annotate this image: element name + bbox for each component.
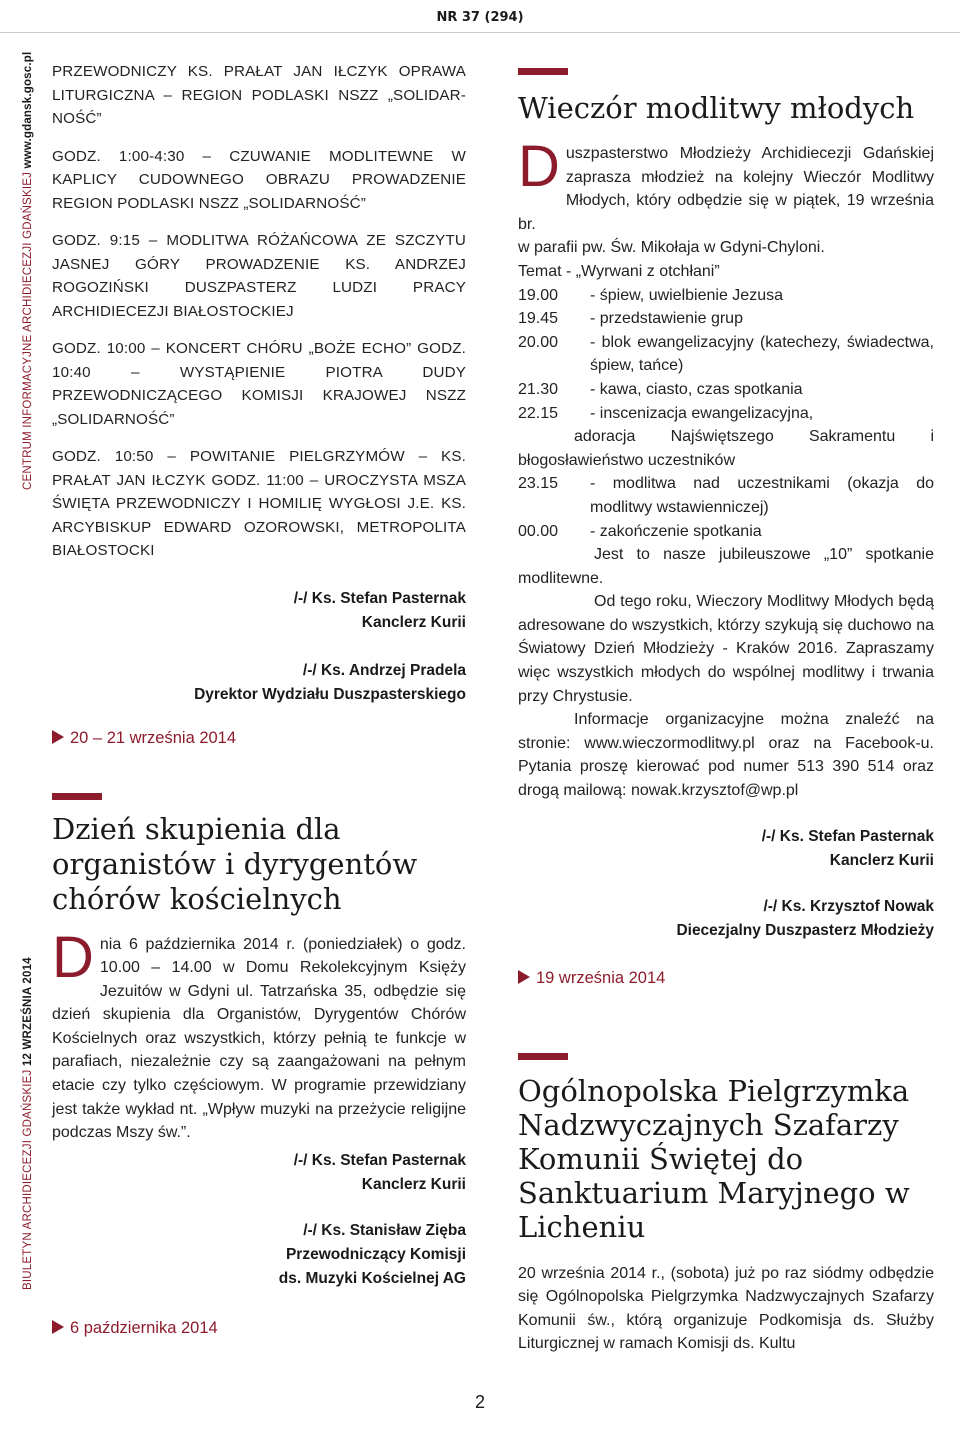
schedule-text: - zakończenie spotkania <box>590 522 762 540</box>
signature-name: /-/ Ks. Krzysztof Nowak <box>763 897 934 915</box>
publication-name: BIULETYN ARCHIDIECEZJI GDAŃSKIEJ <box>22 1069 34 1290</box>
signature-block <box>52 659 466 707</box>
article-text: nia 6 października 2014 r. (poniedziałek) o godz. <box>99 935 466 953</box>
schedule-text: - inscenizacja ewangelizacyjna, <box>590 404 814 422</box>
signature-block <box>518 895 934 943</box>
schedule-time: 21.30 <box>518 380 559 398</box>
article-title: Dzień skupienia dla organistów i dyrygentów chórów kościelnych <box>52 811 418 916</box>
drop-cap: D <box>52 924 94 990</box>
schedule-row <box>518 378 934 402</box>
page-number: 2 <box>474 1392 485 1412</box>
schedule-row <box>518 520 934 544</box>
article-title: Ogólnopolska Pielgrzymka Nadzwyczajnych Szafarzy Komunii Świętej do Sanktuarium Maryjnego w Licheniu <box>518 1073 910 1244</box>
article-intro: uszpasterstwo Młodzieży Archidiecezji Gdańskiej zaprasza młodzież na kolejny Wieczór Modlitwy Młodych, który odbędzie się w piątek, 19 września br. <box>518 145 934 233</box>
section-accent-bar <box>518 68 568 75</box>
website-url: www.gdansk.gosc.pl <box>22 51 34 169</box>
article-paragraph: Informacje organizacyjne można znaleźć na stronie: www.wieczormodlitwy.pl oraz na Facebook-u. Pytania proszę kierować pod numer 513 390 514 oraz drogą mailową: nowak.krzysztof@wp.pl <box>518 711 934 800</box>
triangle-icon <box>52 730 64 744</box>
article-paragraph: Od tego roku, Wieczory Modlitwy Młodych będą adresowane do wszystkich, którzy szykują się duchowo na Światowy Dzień Młodzieży - Kraków 2016. Zapraszamy więc wszystkich młodych do wspólnej modlitwy i trwania przy Chrystusie. <box>518 593 934 705</box>
signature-name: /-/ Ks. Stanisław Zięba <box>303 1221 466 1239</box>
triangle-icon <box>518 970 530 984</box>
program-item: GODZ. 9:15 – MODLITWA RÓŻAŃCOWA ZE SZCZYTU JASNEJ GÓRY PROWADZENIE KS. ANDRZEJ ROGOZIŃSKI DUSZPASTERZ LUDZI PRACY ARCHIDIECEZJI BIAŁOSTOCKIEJ <box>52 232 466 320</box>
signature-title: ds. Muzyki Kościelnej AG <box>278 1269 466 1287</box>
signature-name: /-/ Ks. Andrzej Pradela <box>302 661 466 679</box>
right-column <box>518 60 934 1356</box>
signature-title: Dyrektor Wydziału Duszpasterskiego <box>194 685 466 703</box>
article-title: Wieczór modlitwy młodych <box>518 91 915 125</box>
program-item: GODZ. 10:50 – POWITANIE PIELGRZYMÓW – KS. PRAŁAT JAN IŁCZYK GODZ. 11:00 – UROCZYSTA MSZA ŚWIĘTA PRZEWODNICZY I HOMILIĘ WYGŁOSI J.E. KS. ARCYBISKUP EDWARD OZOROWSKI, METROPOLITA BIAŁOSTOCKI <box>52 448 466 559</box>
program-item: GODZ. 1:00-4:30 – CZUWANIE MODLITEWNE W KAPLICY CUDOWNEGO OBRAZU PROWADZENIE REGION PODLASKI NSZZ „SOLIDARNOŚĆ” <box>52 147 466 212</box>
event-place: w parafii pw. Św. Mikołaja w Gdyni-Chyloni. <box>518 239 825 257</box>
article-body <box>518 134 934 803</box>
article-body <box>52 924 466 1145</box>
program-item: PRZEWODNICZY KS. PRAŁAT JAN IŁCZYK OPRAWA LITURGICZNA – REGION PODLASKI NSZZ „SOLIDAR-NOŚĆ” <box>52 63 466 127</box>
signature-name: /-/ Ks. Stefan Pasternak <box>293 1151 466 1169</box>
schedule-text: - blok ewangelizacyjny (katechezy, świadectwa, śpiew, tańce) <box>590 333 934 375</box>
header-rule <box>0 32 960 33</box>
signature-title: Diecezjalny Duszpasterz Młodzieży <box>676 921 934 939</box>
signature-title: Kanclerz Kurii <box>361 613 466 631</box>
schedule-row <box>518 402 934 426</box>
event-date-text: 20 – 21 września 2014 <box>70 728 237 747</box>
signature-name: /-/ Ks. Stefan Pasternak <box>761 827 934 845</box>
signature-block <box>518 825 934 873</box>
schedule-time: 20.00 <box>518 333 559 351</box>
article-text: 10.00 – 14.00 w Domu Rekolekcyjnym Księży Jezuitów w Gdyni ul. Tatrzańska 35, odbędzie się dzień skupienia dla Organistów, Dyrygentów Chórów Kościelnych oraz wszystkich, którzy pełnią te funkcje w parafiach, niezależnie czy są zaangażowani na pełnym etacie czy tylko częściowym. W programie przewidziany jest także wykład nt. „Wpływ muzyki na przeżycie religijne podczas Mszy św.”. <box>52 959 466 1142</box>
program-item: GODZ. 10:00 – KONCERT CHÓRU „BOŻE ECHO” GODZ. 10:40 – WYSTĄPIENIE PIOTRA DUDY PRZEWODNICZĄCEGO KOMISJI KRAJOWEJ NSZZ „SOLIDARNOŚĆ” <box>52 340 466 428</box>
schedule-text: - kawa, ciasto, czas spotkania <box>590 380 803 398</box>
schedule-time: 22.15 <box>518 404 559 422</box>
section-accent-bar <box>518 1053 568 1060</box>
signature-block <box>52 1219 466 1291</box>
adoration-text: adoracja Najświętszego Sakramentu i błogosławieństwo uczestników <box>518 428 934 469</box>
drop-cap: D <box>518 134 560 199</box>
schedule-time: 19.00 <box>518 286 559 304</box>
event-theme: Temat - „Wyrwani z otchłani” <box>518 262 720 280</box>
schedule-text: - modlitwa nad uczestnikami (okazja do modlitwy wstawienniczej) <box>590 475 934 516</box>
sidebar-top-text <box>22 52 34 490</box>
schedule-row <box>518 307 934 331</box>
section-accent-bar <box>52 793 102 800</box>
signature-title: Kanclerz Kurii <box>829 851 934 869</box>
schedule-time: 19.45 <box>518 310 559 328</box>
schedule-row <box>518 284 934 308</box>
event-date-text: 6 października 2014 <box>70 1318 218 1337</box>
signature-name: /-/ Ks. Stefan Pasternak <box>293 589 466 607</box>
signature-title: Przewodniczący Komisji <box>285 1245 466 1263</box>
schedule-row <box>518 331 934 378</box>
issue-number: NR 37 (294) <box>436 9 524 25</box>
article-body: 20 września 2014 r., (sobota) już po raz siódmy odbędzie się Ogólnopolska Pielgrzymka Nadzwyczajnych Szafarzy Komunii św., którą organizuje Podkomisja ds. Służby Liturgicznej w ramach Komisji ds. Kultu <box>518 1264 934 1353</box>
publication-issue-date: 12 WRZEŚNIA 2014 <box>22 957 34 1067</box>
left-column <box>52 60 466 1339</box>
sidebar-bottom-text <box>22 957 34 1290</box>
schedule-time: 23.15 <box>518 475 559 493</box>
signature-block <box>52 587 466 635</box>
event-date-text: 19 września 2014 <box>536 968 666 987</box>
event-date <box>52 727 466 749</box>
schedule-time: 00.00 <box>518 522 559 540</box>
article-paragraph: Jest to nasze jubileuszowe „10” spotkanie modlitewne. <box>518 546 934 587</box>
event-date <box>518 967 934 989</box>
publisher-name: CENTRUM INFORMACYJNE ARCHIDIECEZJI GDAŃSKIEJ <box>22 171 34 490</box>
signature-title: Kanclerz Kurii <box>361 1175 466 1193</box>
event-date <box>52 1317 466 1339</box>
schedule-text: - przedstawienie grup <box>590 310 743 328</box>
signature-block <box>52 1149 466 1197</box>
schedule-row <box>518 472 934 519</box>
triangle-icon <box>52 1320 64 1334</box>
schedule-text: - śpiew, uwielbienie Jezusa <box>590 286 783 304</box>
